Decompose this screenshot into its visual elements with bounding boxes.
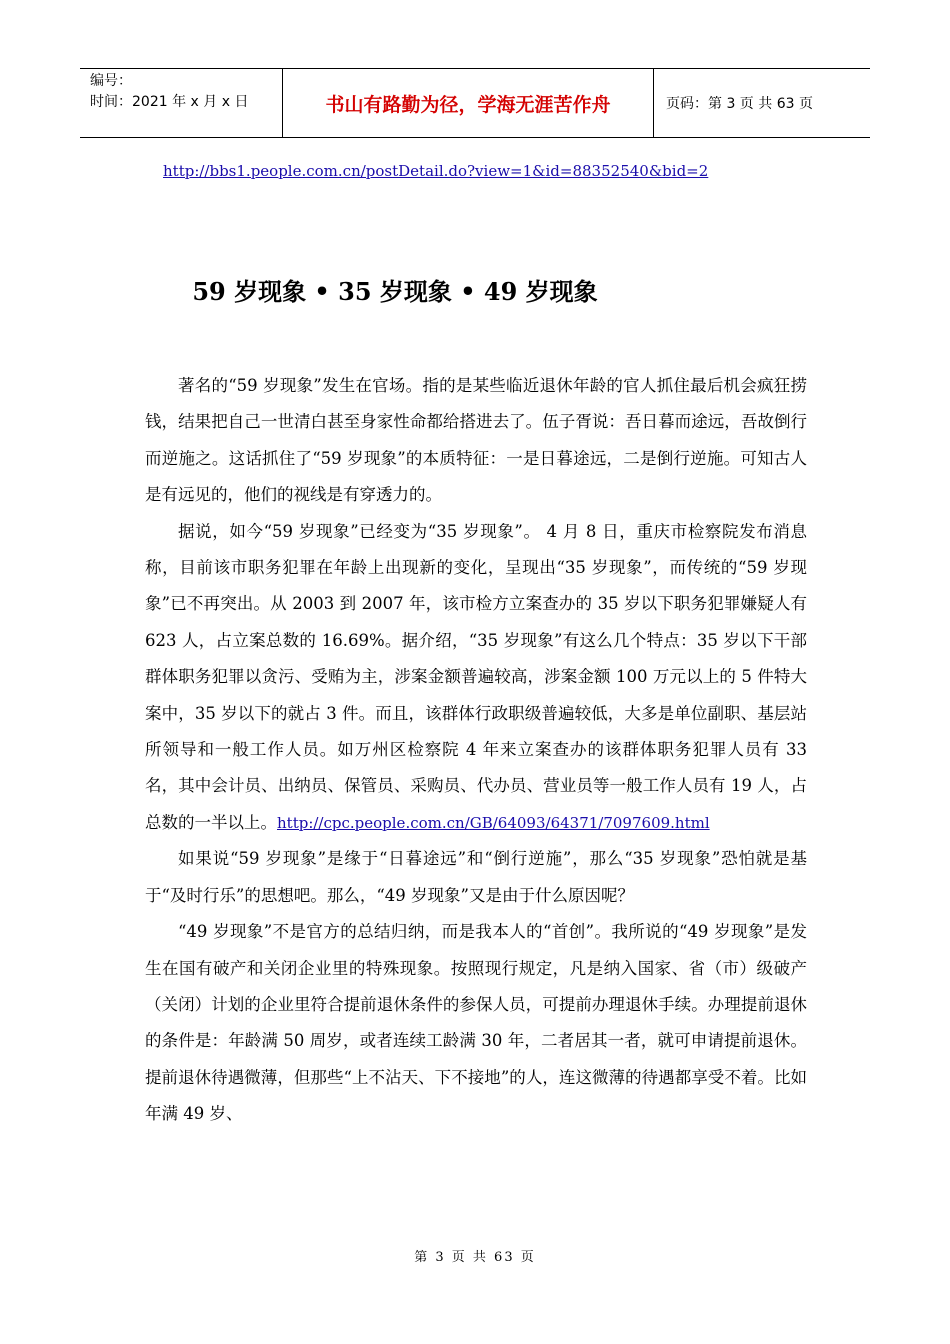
article-body xyxy=(145,368,807,1133)
document-date-label: 时间：2021 年 x 月 x 日 xyxy=(90,94,249,110)
paragraph-4: “49 岁现象”不是官方的总结归纳，而是我本人的“首创”。我所说的“49 岁现象”是发生在国有破产和关闭企业里的特殊现象。按照现行规定，凡是纳入国家、省（市）级破产（关闭）计划的企业里符合提前退休条件的参保人员，可提前办理退休手续。办理提前退休的条件是：年龄满 50 周岁，或者连续工龄满 30 年，二者居其一者，就可申请提前退休。提前退休待遇微薄，但那些“上不沾天、下不接地”的人，连这微薄的待遇都享受不着。比如年满 49 岁、 xyxy=(145,922,807,1124)
document-header xyxy=(80,68,870,138)
header-page-info: 页码：第 3 页 共 63 页 xyxy=(666,96,813,112)
source-link[interactable]: http://bbs1.people.com.cn/postDetail.do?view=1&id=88352540&bid=2 xyxy=(163,162,709,180)
header-motto: 书山有路勤为径，学海无涯苦作舟 xyxy=(282,69,654,137)
document-number-label: 编号： xyxy=(90,73,132,89)
reference-link[interactable]: http://cpc.people.com.cn/GB/64093/64371/7097609.html xyxy=(277,813,710,832)
paragraph-2-text: 据说，如今“59 岁现象”已经变为“35 岁现象”。 4 月 8 日，重庆市检察院发布消息称，目前该市职务犯罪在年龄上出现新的变化，呈现出“35 岁现象”，而传统的“59 岁现象”已不再突出。从 2003 到 2007 年，该市检方立案查办的 35 岁以下职务犯罪嫌疑人有 623 人，占立案总数的 16.69%。据介绍，“35 岁现象”有这么几个特点：35 岁以下干部群体职务犯罪以贪污、受贿为主，涉案金额普遍较高，涉案金额 100 万元以上的 5 件特大案中，35 岁以下的就占 3 件。而且，该群体行政职级普遍较低，大多是单位副职、基层站所领导和一般工作人员。如万州区检察院 4 年来立案查办的该群体职务犯罪人员有 33 名，其中会计员、出纳员、保管员、采购员、代办员、营业员等一般工作人员有 19 人，占总数的一半以上。 xyxy=(145,521,807,832)
paragraph-2 xyxy=(145,514,807,842)
article-title: 59 岁现象 • 35 岁现象 • 49 岁现象 xyxy=(192,277,598,306)
paragraph-3: 如果说“59 岁现象”是缘于“日暮途远”和“倒行逆施”，那么“35 岁现象”恐怕就是基于“及时行乐”的思想吧。那么，“49 岁现象”又是由于什么原因呢？ xyxy=(145,849,807,905)
header-meta xyxy=(80,69,282,137)
page-footer: 第 3 页 共 63 页 xyxy=(414,1250,536,1265)
paragraph-1: 著名的“59 岁现象”发生在官场。指的是某些临近退休年龄的官人抓住最后机会疯狂捞钱，结果把自己一世清白甚至身家性命都给搭进去了。伍子胥说：吾日暮而途远，吾故倒行而逆施之。这话抓住了“59 岁现象”的本质特征：一是日暮途远，二是倒行逆施。可知古人是有远见的，他们的视线是有穿透力的。 xyxy=(145,376,807,505)
